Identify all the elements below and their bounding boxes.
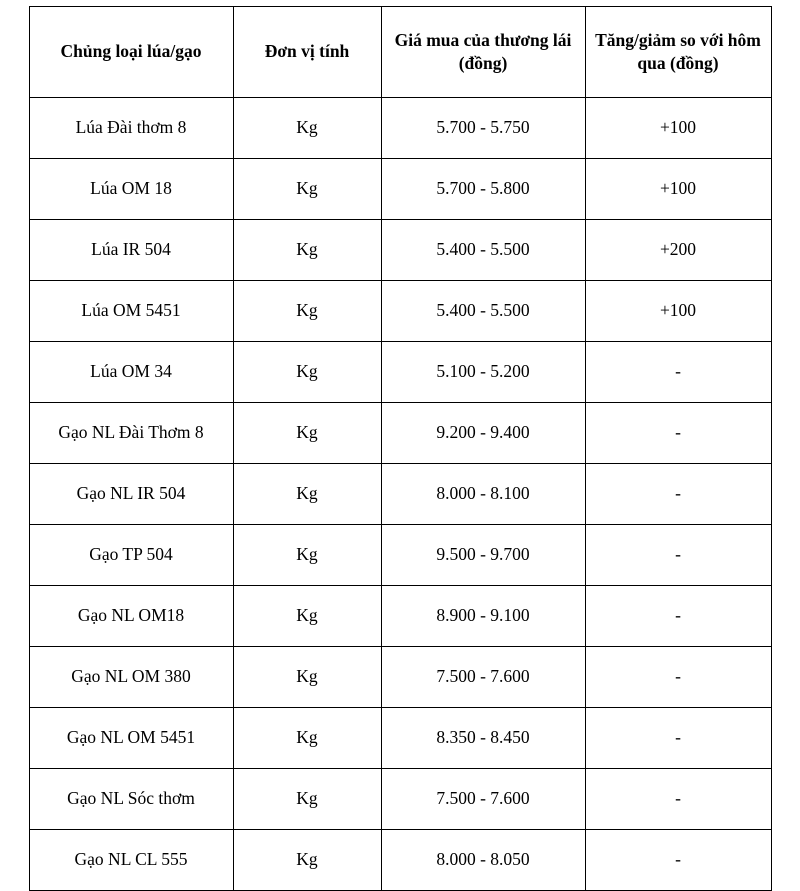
table-row bbox=[29, 342, 771, 403]
cell-product-name: Lúa Đài thơm 8 bbox=[29, 98, 233, 159]
cell-change: - bbox=[585, 647, 771, 708]
cell-change: +100 bbox=[585, 281, 771, 342]
table-row bbox=[29, 708, 771, 769]
cell-price: 9.500 - 9.700 bbox=[381, 525, 585, 586]
cell-price: 9.200 - 9.400 bbox=[381, 403, 585, 464]
cell-change: - bbox=[585, 769, 771, 830]
table-row bbox=[29, 830, 771, 891]
cell-change: - bbox=[585, 525, 771, 586]
cell-product-name: Gạo NL Đài Thơm 8 bbox=[29, 403, 233, 464]
cell-unit: Kg bbox=[233, 525, 381, 586]
cell-change: - bbox=[585, 464, 771, 525]
column-header-product: Chủng loại lúa/gạo bbox=[29, 7, 233, 98]
cell-change: - bbox=[585, 342, 771, 403]
column-header-change: Tăng/giảm so với hôm qua (đồng) bbox=[585, 7, 771, 98]
cell-change: +200 bbox=[585, 220, 771, 281]
cell-product-name: Lúa IR 504 bbox=[29, 220, 233, 281]
cell-unit: Kg bbox=[233, 281, 381, 342]
cell-product-name: Gạo NL OM18 bbox=[29, 586, 233, 647]
cell-price: 8.000 - 8.050 bbox=[381, 830, 585, 891]
cell-change: - bbox=[585, 403, 771, 464]
table-row bbox=[29, 464, 771, 525]
table-row bbox=[29, 220, 771, 281]
cell-product-name: Gạo NL CL 555 bbox=[29, 830, 233, 891]
cell-change: - bbox=[585, 586, 771, 647]
document-page bbox=[0, 6, 800, 870]
cell-unit: Kg bbox=[233, 403, 381, 464]
table-row bbox=[29, 403, 771, 464]
table-row bbox=[29, 159, 771, 220]
cell-unit: Kg bbox=[233, 159, 381, 220]
cell-price: 5.700 - 5.800 bbox=[381, 159, 585, 220]
cell-price: 5.100 - 5.200 bbox=[381, 342, 585, 403]
cell-price: 8.000 - 8.100 bbox=[381, 464, 585, 525]
table-header-row bbox=[29, 7, 771, 98]
table-row bbox=[29, 281, 771, 342]
cell-unit: Kg bbox=[233, 586, 381, 647]
table-header bbox=[29, 7, 771, 98]
cell-product-name: Gạo NL OM 5451 bbox=[29, 708, 233, 769]
cell-price: 5.700 - 5.750 bbox=[381, 98, 585, 159]
cell-change: +100 bbox=[585, 98, 771, 159]
table-row bbox=[29, 586, 771, 647]
cell-change: - bbox=[585, 708, 771, 769]
table-row bbox=[29, 525, 771, 586]
table-row bbox=[29, 98, 771, 159]
cell-price: 5.400 - 5.500 bbox=[381, 281, 585, 342]
cell-product-name: Gạo NL Sóc thơm bbox=[29, 769, 233, 830]
column-header-price: Giá mua của thương lái (đồng) bbox=[381, 7, 585, 98]
cell-product-name: Gạo NL IR 504 bbox=[29, 464, 233, 525]
cell-unit: Kg bbox=[233, 220, 381, 281]
cell-unit: Kg bbox=[233, 769, 381, 830]
cell-change: - bbox=[585, 830, 771, 891]
cell-price: 8.350 - 8.450 bbox=[381, 708, 585, 769]
cell-price: 5.400 - 5.500 bbox=[381, 220, 585, 281]
column-header-unit: Đơn vị tính bbox=[233, 7, 381, 98]
table-row bbox=[29, 647, 771, 708]
cell-price: 7.500 - 7.600 bbox=[381, 769, 585, 830]
cell-change: +100 bbox=[585, 159, 771, 220]
rice-price-table bbox=[29, 6, 772, 891]
cell-product-name: Lúa OM 18 bbox=[29, 159, 233, 220]
table-row bbox=[29, 769, 771, 830]
table-body bbox=[29, 98, 771, 891]
cell-unit: Kg bbox=[233, 464, 381, 525]
cell-unit: Kg bbox=[233, 98, 381, 159]
cell-product-name: Gạo NL OM 380 bbox=[29, 647, 233, 708]
cell-product-name: Lúa OM 34 bbox=[29, 342, 233, 403]
cell-unit: Kg bbox=[233, 342, 381, 403]
cell-unit: Kg bbox=[233, 830, 381, 891]
cell-unit: Kg bbox=[233, 708, 381, 769]
cell-price: 7.500 - 7.600 bbox=[381, 647, 585, 708]
cell-unit: Kg bbox=[233, 647, 381, 708]
cell-product-name: Lúa OM 5451 bbox=[29, 281, 233, 342]
cell-product-name: Gạo TP 504 bbox=[29, 525, 233, 586]
cell-price: 8.900 - 9.100 bbox=[381, 586, 585, 647]
